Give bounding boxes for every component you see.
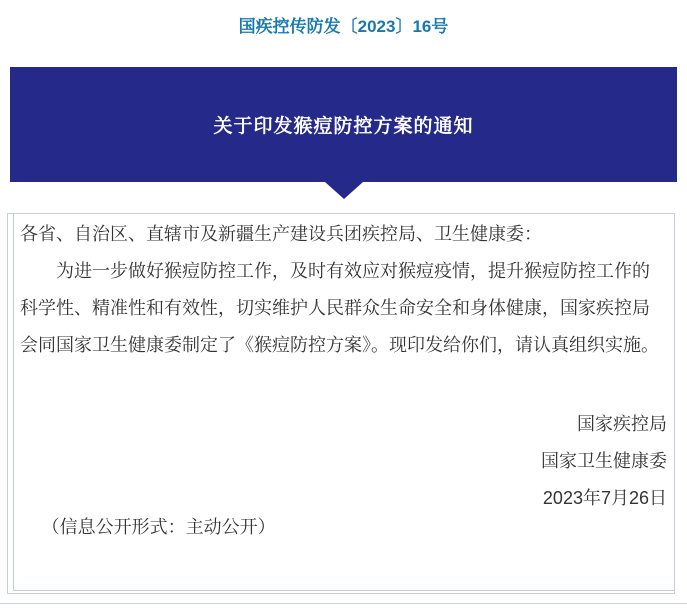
banner-pointer-triangle [325,182,363,199]
notice-title: 关于印发猴痘防控方案的通知 [213,116,474,137]
signature-agency-2: 国家卫生健康委 [541,451,667,471]
signature-agency-1: 国家疾控局 [577,414,667,434]
salutation-line: 各省、自治区、直辖市及新疆生产建设兵团疾控局、卫生健康委： [20,224,542,244]
letter-content [8,214,674,546]
title-banner [10,67,677,182]
bottom-divider [0,603,687,604]
signature-block [20,406,667,517]
signature-date: 2023年7月26日 [542,488,667,508]
document-number: 国疾控传防发〔2023〕16号 [238,17,449,36]
letter-frame [7,213,675,594]
body-paragraph: 为进一步做好猴痘防控工作，及时有效应对猴痘疫情，提升猴痘防控工作的科学性、精准性和有效性，切实维护人民群众生命安全和身体健康，国家疾控局会同国家卫生健康委制定了《猴痘防控方案》。现印发给你们，请认真组织实施。 [20,261,659,355]
disclosure-note: （信息公开形式：主动公开） [41,517,276,537]
